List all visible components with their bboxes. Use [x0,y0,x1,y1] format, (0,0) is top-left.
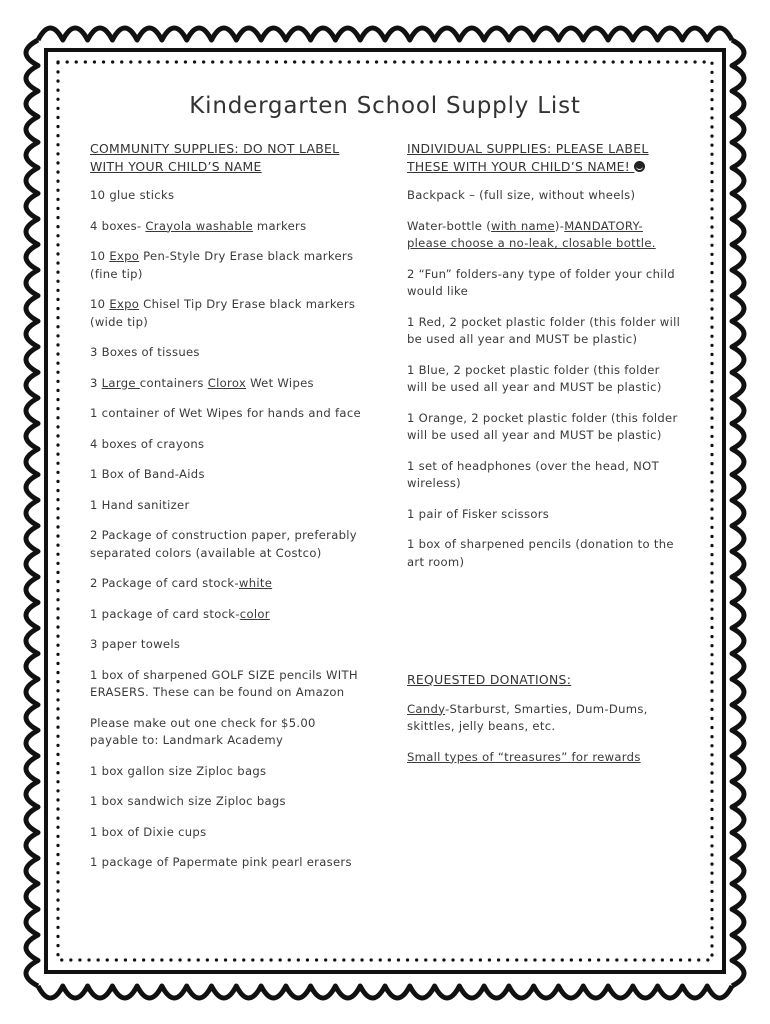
list-item: 2 “Fun” folders-any type of folder your child would like [407,266,675,298]
list-item: 3 Boxes of tissues [90,345,200,359]
list-item: 10 Expo Chisel Tip Dry Erase black markers (wide tip) [90,297,356,329]
list-item: Water-bottle (with name)-MANDATORY- please choose a no-leak, closable bottle. [407,218,656,250]
list-item: 1 Blue, 2 pocket plastic folder (this folder will be used all year and MUST be plastic) [407,362,662,394]
list-item: Please make out one check for $5.00 payable to: Landmark Academy [90,715,316,747]
individual-supplies-heading: INDIVIDUAL SUPPLIES: PLEASE LABEL THESE WITH YOUR CHILD’S NAME! [407,141,649,174]
list-item: 1 Orange, 2 pocket plastic folder (this folder will be used all year and MUST be plastic) [407,410,678,442]
smiley-face-icon [634,161,645,172]
list-item: 1 pair of Fisker scissors [407,506,550,521]
list-item: 1 Red, 2 pocket plastic folder (this folder will be used all year and MUST be plastic) [407,314,681,346]
page-title: Kindergarten School Supply List [189,93,581,119]
spacer [407,584,682,671]
list-item: 1 box gallon size Ziploc bags [90,763,267,778]
list-item: 3 Large containers Clorox Wet Wipes [90,375,314,390]
list-item: Small types of “treasures” for rewards [407,749,641,764]
list-item: 1 container of Wet Wipes for hands and face [90,406,361,420]
list-item: 1 box of sharpened pencils (donation to the art room) [407,537,674,569]
list-item: 1 box of Dixie cups [90,824,207,839]
list-item: Candy-Starburst, Smarties, Dum-Dums, skittles, jelly beans, etc. [407,701,648,733]
list-item: 1 package of Papermate pink pearl erasers [90,855,352,869]
community-supplies-column [90,140,365,885]
list-item: 1 box sandwich size Ziploc bags [90,794,286,808]
list-item: 3 paper towels [90,637,181,651]
list-item: 4 boxes- Crayola washable markers [90,218,307,233]
list-item: 1 package of card stock-color [90,606,270,621]
list-item: 10 glue sticks [90,188,175,202]
list-item: 2 Package of construction paper, preferably separated colors (available at Costco) [90,528,357,560]
requested-donations-heading: REQUESTED DONATIONS: [407,672,572,687]
community-supplies-heading: COMMUNITY SUPPLIES: DO NOT LABEL WITH YOUR CHILD’S NAME [90,141,340,174]
list-item: 10 Expo Pen-Style Dry Erase black markers (fine tip) [90,249,354,281]
list-item: 2 Package of card stock-white [90,576,273,590]
list-item: 4 boxes of crayons [90,436,205,451]
list-item: 1 box of sharpened GOLF SIZE pencils WITH ERASERS. These can be found on Amazon [90,667,358,699]
list-item: 1 Box of Band-Aids [90,467,205,481]
list-item: Backpack – (full size, without wheels) [407,188,636,202]
list-item: 1 Hand sanitizer [90,497,190,512]
individual-supplies-column [407,140,682,779]
list-item: 1 set of headphones (over the head, NOT wireless) [407,458,659,490]
